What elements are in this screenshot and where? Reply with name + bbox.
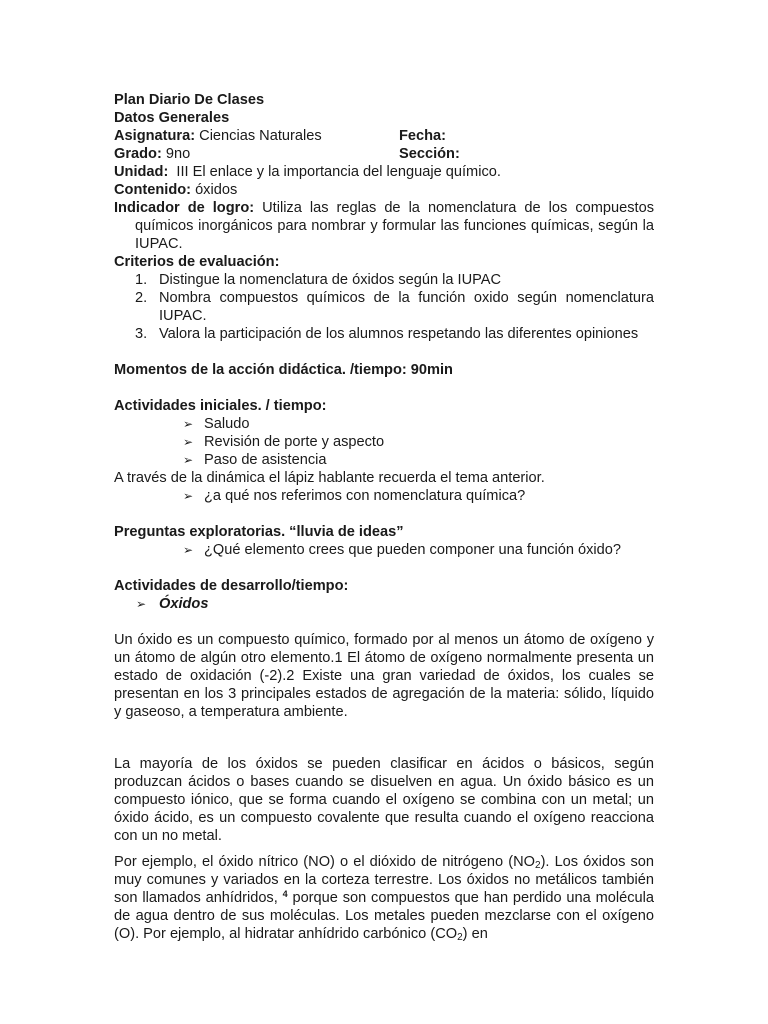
asignatura-value: Ciencias Naturales (195, 128, 322, 144)
paragraph-text: ) en (462, 926, 488, 942)
seccion-label: Sección: (399, 146, 460, 162)
exploratorias-heading: Preguntas exploratorias. “lluvia de ideas” (114, 524, 404, 540)
iniciales-list (114, 415, 654, 469)
list-item (114, 487, 654, 505)
asignatura-field (114, 128, 322, 144)
paragraph-oxido-definition: Un óxido es un compuesto químico, formado por al menos un átomo de oxígeno y un átomo de algún otro elemento.1 El átomo de oxígeno normalmente presenta un estado de oxidación (-2).2 Existe una gran variedad de óxidos, los cuales se presentan en los 3 principales estados de agregación de la materia: sólido, líquido y gaseoso, a temperatura ambiente. (114, 632, 654, 720)
asignatura-row (114, 127, 654, 145)
list-item (114, 325, 654, 343)
grado-field (114, 146, 190, 162)
list-item (114, 541, 654, 559)
asignatura-label: Asignatura: (114, 128, 196, 144)
paragraph-oxido-examples (114, 853, 654, 943)
grado-row (114, 145, 654, 163)
list-item-text: ¿a qué nos referimos con nomenclatura química? (204, 488, 526, 504)
criterios-list (114, 271, 654, 343)
oxidos-subheading (114, 595, 654, 613)
arrow-bullet-icon: ➢ (136, 597, 147, 611)
list-number: 3. (135, 326, 148, 342)
document-page (114, 91, 654, 943)
list-item-text: ¿Qué elemento crees que pueden componer una función óxido? (204, 542, 622, 558)
list-item-text: Revisión de porte y aspecto (204, 434, 385, 450)
paragraph-oxido-classification: La mayoría de los óxidos se pueden clasificar en ácidos o básicos, según produzcan ácidos o bases cuando se disuelven en agua. Un óxido básico es un compuesto iónico, que se forma cuando el oxígeno se combina con un metal; un óxido ácido, es un compuesto covalente que resulta cuando el oxígeno reacciona con un no metal. (114, 756, 654, 844)
indicador-label: Indicador de logro: (114, 200, 255, 216)
list-item (114, 415, 654, 433)
section-general-heading: Datos Generales (114, 110, 230, 126)
arrow-bullet-icon: ➢ (183, 543, 194, 557)
exploratorias-list (114, 541, 654, 559)
subscript: 2 (535, 860, 541, 871)
nomenclatura-question-list (114, 487, 654, 505)
list-item-text: Nombra compuestos químicos de la función oxido según nomenclatura IUPAC. (159, 290, 654, 324)
list-item (114, 271, 654, 289)
arrow-bullet-icon: ➢ (183, 435, 194, 449)
grado-label: Grado: (114, 146, 162, 162)
criterios-heading: Criterios de evaluación: (114, 254, 280, 270)
list-item (114, 451, 654, 469)
unidad-label: Unidad: (114, 164, 169, 180)
list-number: 2. (135, 290, 148, 306)
footnote-ref: 4 (282, 889, 288, 899)
arrow-bullet-icon: ➢ (183, 489, 194, 503)
paragraph-text: ). Los óxidos son muy comunes y variados en la corteza terrestre. Los óxidos no metálicos también son llamados anhídridos, (114, 854, 654, 906)
desarrollo-heading: Actividades de desarrollo/tiempo: (114, 578, 349, 594)
subscript: 2 (457, 932, 463, 943)
list-item-text: Valora la participación de los alumnos respetando las diferentes opiniones (159, 326, 639, 342)
list-number: 1. (135, 272, 148, 288)
iniciales-heading: Actividades iniciales. / tiempo: (114, 398, 327, 414)
list-item (114, 289, 654, 325)
arrow-bullet-icon: ➢ (183, 453, 194, 467)
list-item (114, 433, 654, 451)
momentos-heading: Momentos de la acción didáctica. /tiempo: 90min (114, 362, 453, 378)
grado-value: 9no (161, 146, 191, 162)
unidad-row (114, 163, 654, 181)
contenido-value: óxidos (191, 182, 238, 198)
arrow-bullet-icon: ➢ (183, 417, 194, 431)
contenido-label: Contenido: (114, 182, 192, 198)
indicador-value: Utiliza las reglas de la nomenclatura de los compuestos químicos inorgánicos para nombrar y formular las funciones químicas, según la IUPAC. (135, 200, 655, 252)
list-item-text: Distingue la nomenclatura de óxidos según la IUPAC (159, 272, 502, 288)
doc-title: Plan Diario De Clases (114, 92, 265, 108)
contenido-row (114, 181, 654, 199)
dinamica-text: A través de la dinámica el lápiz hablante recuerda el tema anterior. (114, 470, 545, 486)
fecha-label: Fecha: (399, 128, 447, 144)
indicador-row (114, 199, 654, 253)
unidad-value: III El enlace y la importancia del lenguaje químico. (168, 164, 501, 180)
list-item-text: Saludo (204, 416, 250, 432)
list-item-text: Paso de asistencia (204, 452, 327, 468)
paragraph-text: Por ejemplo, el óxido nítrico (NO) o el dióxido de nitrógeno (NO (114, 854, 535, 870)
paragraph-text: porque son compuestos que han perdido una molécula de agua dentro de sus moléculas. Los metales pueden mezclarse con el oxígeno (O). Por ejemplo, al hidratar anhídrido carbónico (CO (114, 890, 654, 942)
oxidos-subheading-text: Óxidos (159, 596, 209, 612)
